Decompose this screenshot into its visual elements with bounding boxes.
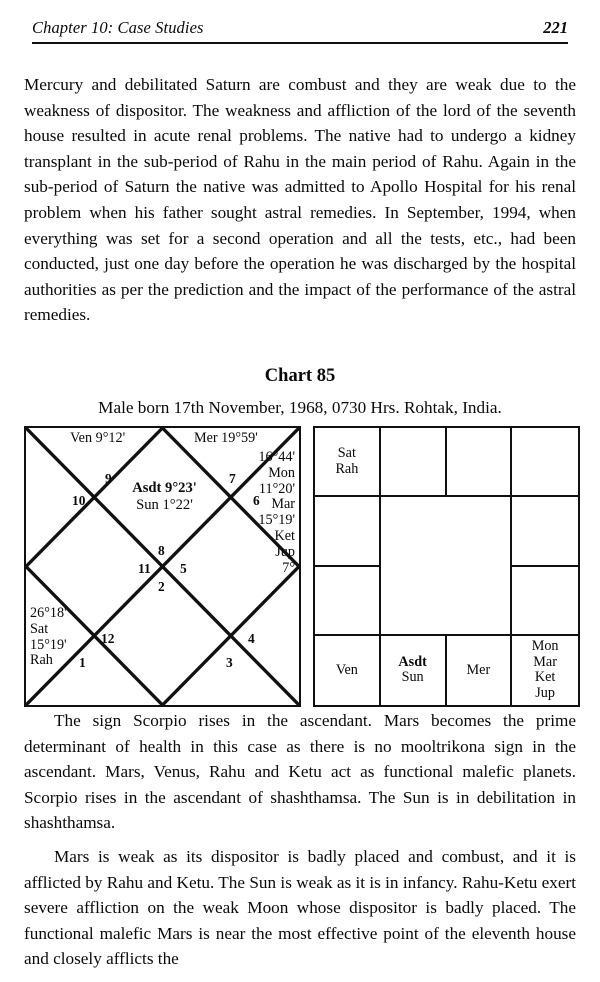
north-house-number-9: 9 <box>105 471 112 486</box>
north-house-number-6: 6 <box>253 493 260 508</box>
north-house-number-8: 8 <box>158 543 165 558</box>
south-cell-r1c3 <box>447 428 513 497</box>
south-rah-label: Rah <box>335 460 359 477</box>
south-cell-r3c4 <box>512 567 578 636</box>
south-jup-label: Jup <box>535 684 555 701</box>
paragraph-1-text: Mercury and debilitated Saturn are combust and they are weak due to the weakness of dispositor. The weakness and affliction of the lord of the seventh house resulted in acute renal problems. The native had to undergo a kidney transplant in the sub-period of Rahu in the main period of Rahu. Again in the sub-period of Saturn the native was admitted to Apollo Hospital for his renal problem when his father sought astral remedies. In September, 1994, when everything was set for a second operation and all the tests, etc., had been conducted, just one day before the operation he was discharged by the hospital authorities as per the prediction and the impact of the performance of the astral remedies. <box>24 75 576 325</box>
north-ket-degree: 15°19' <box>258 512 295 529</box>
north-ascendant-label: Asdt 9°23' <box>132 480 197 496</box>
north-sat-planet: Sat <box>30 620 49 637</box>
south-cell-r4c3-lines <box>467 663 491 679</box>
north-jup-degree: 7° <box>282 559 295 576</box>
page-number: 221 <box>543 18 568 37</box>
south-asdt-label: Asdt <box>398 653 427 670</box>
paragraph-3 <box>24 844 576 972</box>
south-mon-label: Mon <box>531 638 559 655</box>
south-ket-label: Ket <box>534 669 556 686</box>
south-cell-center <box>381 497 513 636</box>
north-mar-planet: Mar <box>271 496 295 513</box>
south-cell-r4c4 <box>512 636 578 705</box>
south-cell-r1c1-lines <box>335 446 358 477</box>
south-cell-r4c2 <box>381 636 447 705</box>
north-house-number-7: 7 <box>229 471 236 486</box>
north-house-number-11: 11 <box>138 561 151 576</box>
north-rah-planet: Rah <box>30 652 53 669</box>
north-indian-chart <box>24 426 301 707</box>
north-house-12-label <box>30 606 67 669</box>
south-cell-r2c1 <box>315 497 381 566</box>
south-cell-r2c4 <box>512 497 578 566</box>
paragraph-1 <box>24 72 576 328</box>
north-rah-degree: 15°19' <box>30 636 67 653</box>
north-house-number-10: 10 <box>72 493 86 508</box>
south-cell-r4c2-lines <box>398 655 426 686</box>
north-house-number-3: 3 <box>226 655 233 670</box>
north-mon-planet: Mon <box>268 464 295 481</box>
charts-container <box>0 424 600 710</box>
south-cell-r4c1 <box>315 636 381 705</box>
north-mar-degree: 11°20' <box>258 480 295 497</box>
south-mar-label: Mar <box>533 653 557 670</box>
chart-heading: Chart 85 <box>264 366 336 386</box>
south-cell-r3c1 <box>315 567 381 636</box>
north-house-number-4: 4 <box>248 631 255 646</box>
header-divider <box>32 42 568 44</box>
north-house-number-12: 12 <box>101 631 115 646</box>
chart-birth-details: Male born 17th November, 1968, 0730 Hrs. Rohtak, India. <box>98 398 502 417</box>
paragraph-2 <box>24 708 576 836</box>
north-house-number-5: 5 <box>180 561 187 576</box>
north-house-number-2: 2 <box>158 579 165 594</box>
north-house-number-1: 1 <box>79 655 86 670</box>
south-cell-r1c2 <box>381 428 447 497</box>
chapter-title: Chapter 10: Case Studies <box>32 18 204 37</box>
north-house-7-label: Mer 19°59' <box>194 430 258 446</box>
south-indian-chart <box>313 426 580 707</box>
south-ven-label: Ven <box>335 661 358 678</box>
north-jup-planet: Jup <box>275 543 295 560</box>
south-cell-r4c4-lines <box>532 639 559 701</box>
south-cell-r1c4 <box>512 428 578 497</box>
paragraph-3-text: Mars is weak as its dispositor is badly placed and combust, and it is afflicted by Rahu and Ketu. The Sun is weak as it is in infancy. Rahu-Ketu exert severe affliction on the weak Moon whose dispositor is badly placed. The functional malefic Mars is near the most effective point of the eleventh house and closely afflicts the <box>24 847 576 969</box>
north-house-6-label <box>258 450 295 576</box>
paragraph-2-text: The sign Scorpio rises in the ascendant. Mars becomes the prime determinant of health in this case as there is no mooltrikona sign in the ascendant. Mars, Venus, Rahu and Ketu act as functional malefic planets. Scorpio rises in the ascendant of shashthamsa. The Sun is in debilitation in shashthamsa. <box>24 711 576 833</box>
north-sat-degree: 26°18' <box>30 605 67 621</box>
south-sat-label: Sat <box>337 445 356 462</box>
north-house-10-label: Ven 9°12' <box>70 430 126 446</box>
north-chart-center-labels <box>26 480 303 513</box>
running-head <box>32 18 568 46</box>
south-sun-label: Sun <box>401 669 424 686</box>
north-mon-degree: 16°44' <box>258 449 295 465</box>
south-cell-r1c1 <box>315 428 381 497</box>
south-cell-r4c1-lines <box>336 663 358 679</box>
south-cell-r4c3 <box>447 636 513 705</box>
north-ket-planet: Ket <box>274 527 295 544</box>
south-mer-label: Mer <box>466 661 491 678</box>
north-sun-label: Sun 1°22' <box>136 496 193 513</box>
